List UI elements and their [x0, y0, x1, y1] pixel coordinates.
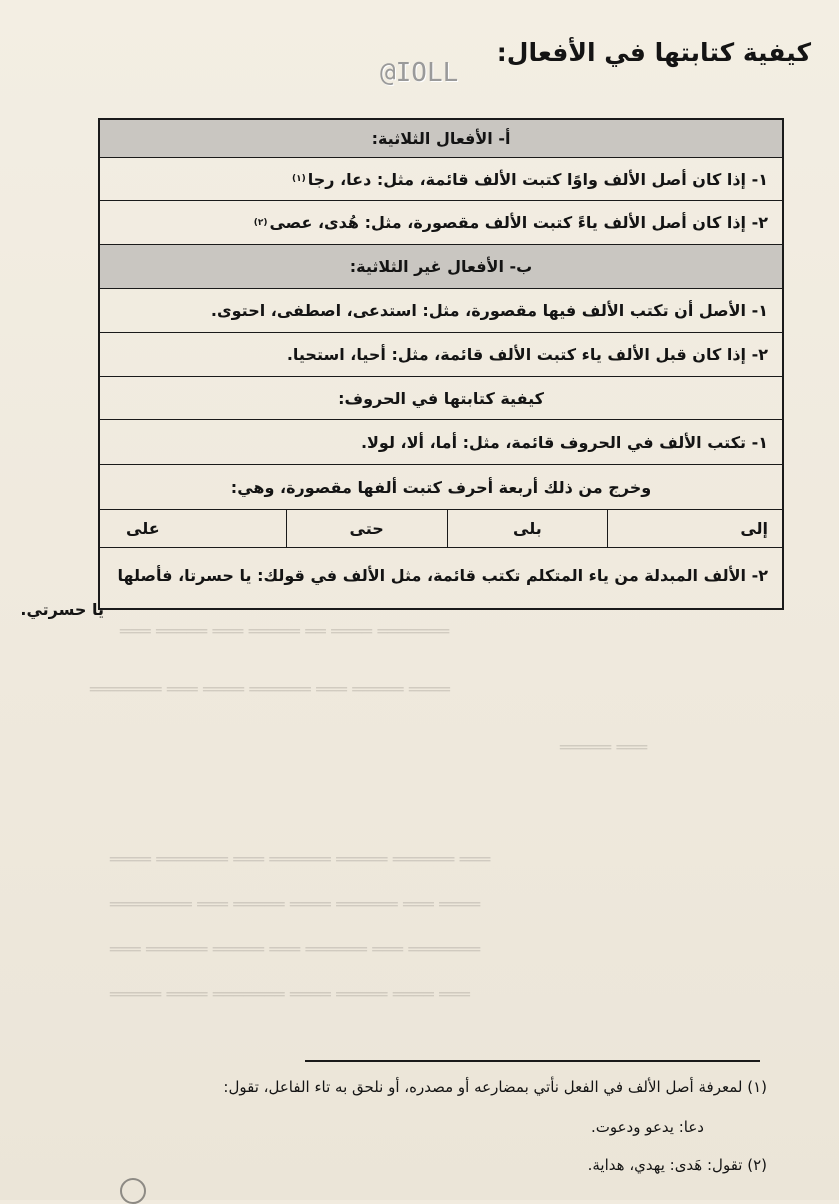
footnote-ref-2: (٢) — [253, 217, 268, 228]
section-heading: كيفية كتابتها في الأفعال: — [496, 38, 811, 67]
section-b-rule-1-row — [100, 289, 782, 333]
exception-word: على — [126, 519, 160, 538]
letters-rule-1: ١- تكتب الألف في الحروف قائمة، مثل: أما، ألا، لولا. — [360, 432, 768, 452]
bleed-through-text: ════ ═══════ ═══ ══════ ═════ ══════ ═══ — [110, 850, 491, 870]
bleed-through-text: ═══ ═════ ═══ ═════ ══ ════ ═══════ — [120, 622, 450, 642]
letters-rule-1-row — [100, 420, 782, 465]
bleed-through-text: ═════ ═══ — [560, 738, 648, 758]
exception-word-cell — [607, 510, 782, 547]
footnote-1-line-1: (١) لمعرفة أصل الألف في الفعل نأتي بمضارعه أو مصدره، أو نلحق به تاء الفاعل، تقول: — [223, 1078, 767, 1096]
exception-word: حتى — [349, 519, 384, 538]
letters-rule-2-line-2: يا حسرتي. — [20, 600, 104, 619]
footnote-1-line-2: دعا: يدعو ودعوت. — [590, 1118, 704, 1136]
bleed-through-text: ════════ ═══ ═════ ════ ══════ ═══ ════ — [110, 895, 481, 915]
letters-rule-2-line-1: ٢- الألف المبدلة من ياء المتكلم تكتب قائمة، مثل الألف في قولك: يا حسرتا، فأصلها — [117, 566, 768, 585]
footnote-ref-1: (١) — [292, 174, 306, 184]
exception-word: بلى — [513, 519, 542, 538]
watermark: @IOLL — [380, 58, 459, 88]
section-b-rule-2-row — [100, 333, 782, 377]
exception-words-row — [100, 510, 782, 548]
bleed-through-text: ═══════ ═══ ════ ══════ ═══ ═════ ════ — [90, 680, 450, 700]
exception-word: إلى — [740, 519, 768, 538]
section-a-title-row — [100, 120, 782, 158]
section-a-title: أ- الأفعال الثلاثية: — [371, 129, 511, 148]
letters-exception: وخرج من ذلك أربعة أحرف كتبت ألفها مقصورة، وهي: — [230, 477, 652, 497]
letters-rule-2-row — [100, 548, 782, 608]
section-b-rule-1: ١- الأصل أن تكتب الألف فيها مقصورة، مثل: استدعى، اصطفى، احتوى. — [210, 301, 768, 320]
letters-title: كيفية كتابتها في الحروف: — [338, 388, 544, 408]
letters-title-row — [100, 377, 782, 420]
page-corner-mark — [120, 1178, 146, 1204]
footnote-separator — [305, 1060, 760, 1062]
section-b-rule-2: ٢- إذا كان قبل الألف ياء كتبت الألف قائمة، مثل: أحيا، استحيا. — [286, 345, 768, 364]
letters-exception-row — [100, 465, 782, 510]
rules-table — [98, 118, 784, 610]
section-b-title-row — [100, 245, 782, 289]
section-a-rule-1-row — [100, 158, 782, 201]
section-a-rule-2: ٢- إذا كان أصل الألف ياءً كتبت الألف مقصورة، مثل: هُدى، عصى — [269, 213, 768, 232]
exception-word-cell — [447, 510, 608, 547]
exception-word-cell — [286, 510, 447, 547]
section-b-title: ب- الأفعال غير الثلاثية: — [349, 257, 533, 276]
bleed-through-text: ═══ ══════ ═════ ═══ ══════ ═══ ═══════ — [110, 940, 481, 960]
exception-word-cell — [100, 510, 286, 547]
bleed-through-text: ═════ ════ ═══════ ════ ═════ ════ ═══ — [110, 985, 470, 1005]
section-a-rule-1: ١- إذا كان أصل الألف واوًا كتبت الألف قائمة، مثل: دعا، رجا — [307, 169, 768, 189]
section-a-rule-2-row — [100, 201, 782, 245]
footnote-2: (٢) تقول: هَدى: يهدي، هداية. — [587, 1156, 767, 1174]
